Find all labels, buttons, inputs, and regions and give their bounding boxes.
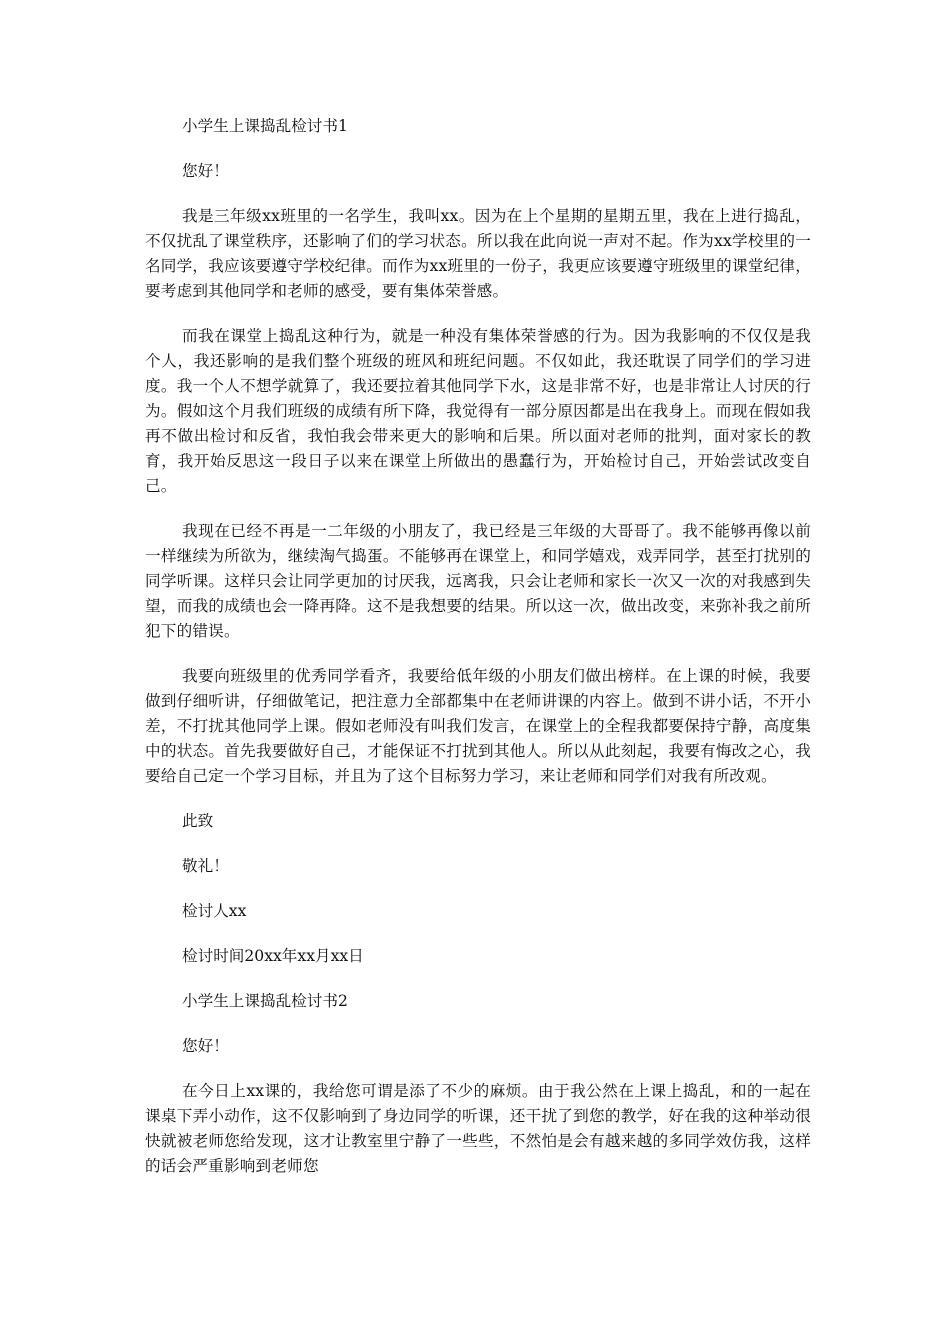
letter-2-title: 小学生上课捣乱检讨书2 [182, 992, 348, 1010]
letter-1-salute: 敬礼！ [182, 857, 229, 875]
letter-1-signer: 检讨人xx [182, 902, 247, 920]
letter-1-closing: 此致 [182, 812, 214, 830]
letter-2-paragraph-1: 在今日上xx课的，我给您可谓是添了不少的麻烦。由于我公然在上课上捣乱，和的一起在课桌下弄小动作，这不仅影响到了身边同学的听课，还干扰了到您的教学，好在我的这种举动很快就被老师您给发现，这才让教室里宁静了一些些，不然怕是会有越来越的多同学效仿我，这样的话会严重影响到老师您 [145, 1082, 811, 1175]
letter-1-greeting: 您好！ [182, 162, 229, 180]
letter-1-paragraph-2: 而我在课堂上捣乱这种行为，就是一种没有集体荣誉感的行为。因为我影响的不仅仅是我个人，我还影响的是我们整个班级的班风和班纪问题。不仅如此，我还耽误了同学们的学习进度。我一个人不想学就算了，我还要拉着其他同学下水，这是非常不好，也是非常让人讨厌的行为。假如这个月我们班级的成绩有所下降，我觉得有一部分原因都是出在我身上。而现在假如我再不做出检讨和反省，我怕我会带来更大的影响和后果。所以面对老师的批判，面对家长的教育，我开始反思这一段日子以来在课堂上所做出的愚蠢行为，开始检讨自己，开始尝试改变自己。 [145, 327, 811, 495]
document-body [145, 114, 811, 1179]
letter-1-paragraph-1: 我是三年级xx班里的一名学生，我叫xx。因为在上个星期的星期五里，我在上进行捣乱，不仅扰乱了课堂秩序，还影响了们的学习状态。所以我在此向说一声对不起。作为xx学校里的一名同学，我应该要遵守学校纪律。而作为xx班里的一份子，我更应该要遵守班级里的课堂纪律，要考虑到其他同学和老师的感受，要有集体荣誉感。 [145, 207, 811, 300]
letter-1-paragraph-3: 我现在已经不再是一二年级的小朋友了，我已经是三年级的大哥哥了。我不能够再像以前一样继续为所欲为，继续淘气捣蛋。不能够再在课堂上，和同学嬉戏，戏弄同学，甚至打扰别的同学听课。这样只会让同学更加的讨厌我，远离我，只会让老师和家长一次又一次的对我感到失望，而我的成绩也会一降再降。这不是我想要的结果。所以这一次，做出改变，来弥补我之前所犯下的错误。 [145, 522, 811, 640]
letter-2-greeting: 您好！ [182, 1037, 229, 1055]
letter-1-paragraph-4: 我要向班级里的优秀同学看齐，我要给低年级的小朋友们做出榜样。在上课的时候，我要做到仔细听讲，仔细做笔记，把注意力全部都集中在老师讲课的内容上。做到不讲小话，不开小差，不打扰其他同学上课。假如老师没有叫我们发言，在课堂上的全程我都要保持宁静，高度集中的状态。首先我要做好自己，才能保证不打扰到其他人。所以从此刻起，我要有悔改之心，我要给自己定一个学习目标，并且为了这个目标努力学习，来让老师和同学们对我有所改观。 [145, 667, 811, 785]
letter-1-title: 小学生上课捣乱检讨书1 [182, 117, 348, 135]
letter-1-date: 检讨时间20xx年xx月xx日 [182, 947, 364, 965]
